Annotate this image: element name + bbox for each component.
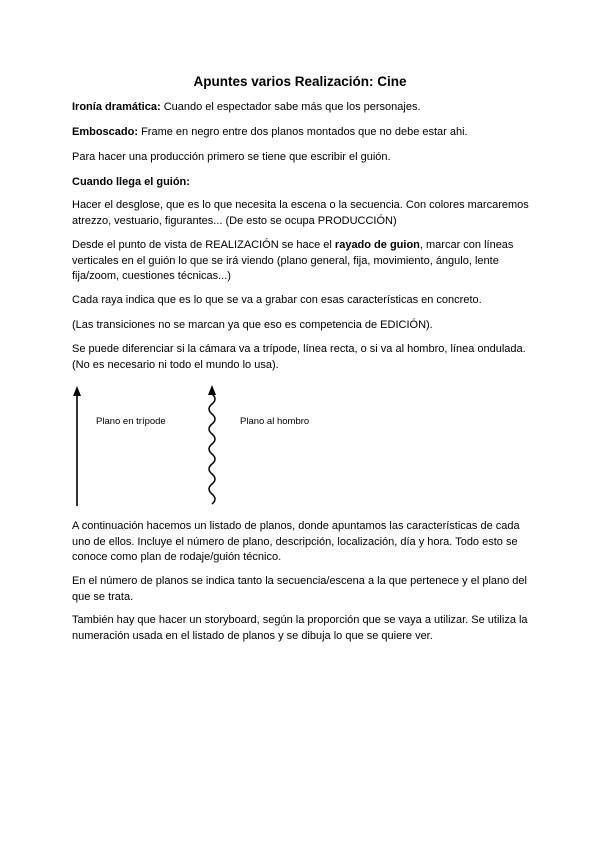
rayado-term: rayado de guion: [334, 239, 420, 251]
definition-emboscado: Frame en negro entre dos planos montados que no debe estar ahi.: [138, 126, 468, 138]
arrow-straight-line: [73, 386, 81, 506]
paragraph-storyboard: También hay que hacer un storyboard, según la proporción que se vaya a utilizar. Se utiliza la numeración usada en el listado de planos y se dibuja lo que se quiere ver.: [72, 614, 528, 642]
paragraph-listado: A continuación hacemos un listado de planos, donde apuntamos las características de cada uno de ellos. Incluye el número de plano, descripción, localización, día y hora. Todo esto se conoce como plan de rodaje/guión técnico.: [72, 520, 520, 563]
diagram-camera-lines: [60, 382, 360, 512]
paragraph-produccion: Para hacer una producción primero se tiene que escribir el guión.: [72, 151, 391, 163]
paragraph-transiciones: (Las transiciones no se marcan ya que eso es competencia de EDICIÓN).: [72, 319, 433, 331]
paragraph-desglose: Hacer el desglose, que es lo que necesita la escena o la secuencia. Con colores marcaremos atrezzo, vestuario, figurantes... (De esto se ocupa PRODUCCIÓN): [72, 199, 529, 227]
paragraph-rayado: [72, 238, 532, 285]
page-title: Apuntes varios Realización: Cine: [193, 74, 407, 89]
arrow-wavy-line: [208, 385, 216, 504]
rayado-before: Desde el punto de vista de REALIZACIÓN se hace el: [72, 239, 335, 251]
term-emboscado: Emboscado:: [72, 126, 139, 138]
paragraph-raya: Cada raya indica que es lo que se va a grabar con esas características en concreto.: [72, 294, 482, 306]
paragraph-numero-planos: En el número de planos se indica tanto la secuencia/escena a la que pertenece y el plano del que se trata.: [72, 575, 527, 603]
paragraph-ironia: [72, 100, 532, 116]
definition-ironia: Cuando el espectador sabe más que los personajes.: [160, 101, 421, 113]
paragraph-camara: Se puede diferenciar si la cámara va a trípode, línea recta, o si va al hombro, línea ondulada. (No es necesario ni todo el mundo lo usa).: [72, 343, 526, 371]
section-heading-text: Cuando llega el guión:: [72, 176, 190, 188]
paragraph-emboscado: [72, 125, 532, 141]
term-ironia: Ironía dramática:: [72, 101, 161, 113]
label-tripod: Plano en trípode: [96, 416, 166, 427]
rayado-after: , marcar con líneas verticales en el guión lo que se irá viendo (plano general, fija, movimiento, ángulo, lente fija/zoom, cuestiones técnicas...): [72, 239, 514, 282]
section-heading: [72, 175, 532, 191]
label-shoulder: Plano al hombro: [240, 416, 310, 427]
